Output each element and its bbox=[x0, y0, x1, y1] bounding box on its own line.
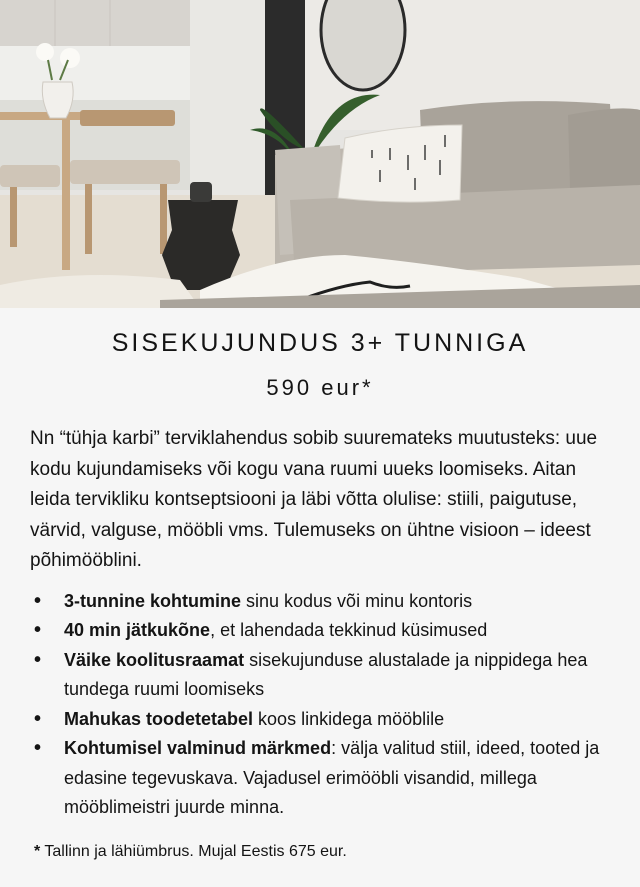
list-item bbox=[30, 587, 610, 617]
footnote bbox=[34, 841, 610, 863]
feature-text: sisekujunduse alustalade ja nippidega hea tundega ruumi loomiseks bbox=[64, 649, 588, 699]
list-item bbox=[30, 734, 610, 823]
footnote-mark: * bbox=[34, 842, 41, 860]
intro-paragraph: Nn “tühja karbi” terviklahendus sobib suuremateks muutusteks: uue kodu kujundamiseks või kogu vana ruumi uueks loomiseks. Aitan leida tervikliku kontseptsiooni ja läbi võtta olulise: stiili, paigutuse, värvid, valguse, mööbli vms. Tulemuseks on ühtne visioon – ideest põhimööblini. bbox=[30, 428, 598, 571]
feature-list bbox=[30, 587, 610, 823]
feature-title: Kohtumisel valminud märkmed bbox=[64, 738, 332, 758]
list-item bbox=[30, 705, 610, 735]
feature-title: Mahukas toodetetabel bbox=[64, 708, 254, 729]
page-title: SISEKUJUNDUS 3+ TUNNIGA bbox=[111, 329, 529, 357]
feature-title: 40 min jätkukõne bbox=[64, 620, 211, 640]
feature-text: , et lahendada tekkinud küsimused bbox=[210, 620, 488, 640]
price: 590 eur* bbox=[266, 375, 374, 400]
living-room-photo bbox=[0, 0, 640, 308]
feature-text: koos linkidega mööblile bbox=[253, 708, 445, 729]
list-item bbox=[30, 646, 610, 705]
list-item bbox=[30, 616, 610, 646]
feature-text: sinu kodus või minu kontoris bbox=[241, 590, 473, 611]
footnote-text: Tallinn ja lähiümbrus. Mujal Eestis 675 eur. bbox=[40, 842, 347, 860]
feature-text: : välja valitud stiil, ideed, tooted ja edasine tegevuskava. Vajadusel erimööbli visandid, millega mööblimeistri juurde minna. bbox=[64, 738, 600, 817]
feature-title: Väike koolitusraamat bbox=[64, 649, 245, 670]
hero-photo bbox=[0, 0, 640, 308]
feature-title: 3-tunnine kohtumine bbox=[64, 590, 241, 611]
